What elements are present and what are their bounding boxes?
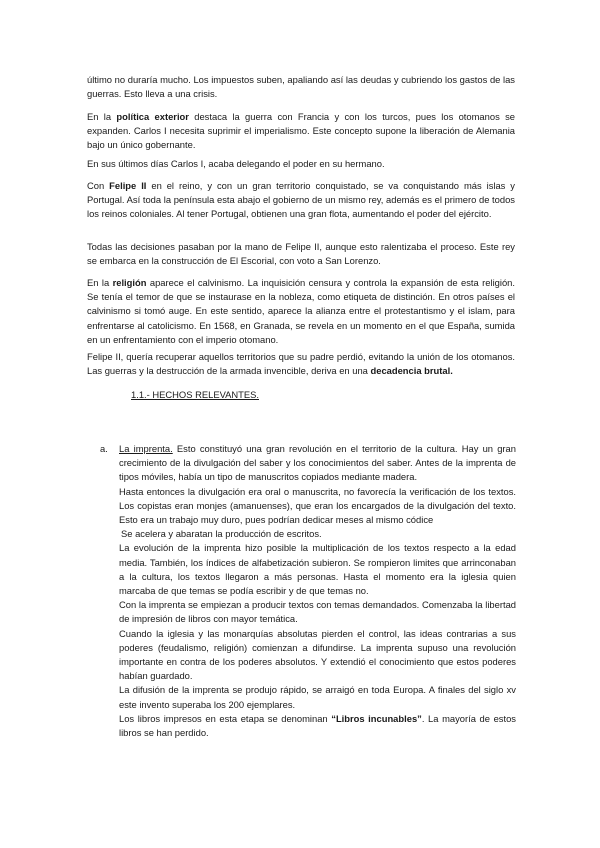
text-run: destaca la guerra con Francia y con los turcos, pues los otomanos se expanden. Carlos I necesita suprimir el imperialismo. Este concepto supone la liberación de Alemania bajo un único gobernante. [87, 111, 515, 151]
paragraph-text: Todas las decisiones pasaban por la mano de Felipe II, aunque esto ralentizaba el proceso. Este rey se embarca en la construcción de El Escorial, con voto a San Lorenzo. [87, 241, 515, 267]
item-paragraph: La difusión de la imprenta se produjo rápido, se arraigó en toda Europa. A finales del siglo xv este invento superaba los 200 ejemplares. [119, 684, 516, 710]
bold-term: decadencia brutal. [370, 365, 453, 377]
text-run: Los libros impresos en esta etapa se denominan [119, 712, 332, 724]
paragraph-text: En sus últimos días Carlos I, acaba delegando el poder en su hermano. [87, 158, 385, 169]
item-paragraph: Con la imprenta se empiezan a producir textos con temas demandados. Comenzaba la libertad de impresión de libros con mayor temática. [119, 599, 516, 625]
paragraph-religion [87, 276, 515, 347]
paragraph-felipe-ii [87, 179, 515, 222]
paragraph-decisions [87, 240, 515, 268]
list-item-imprenta [119, 442, 516, 740]
text-run: Esto constituyó una gran revolución en el territorio de la cultura. Hay un gran crecimiento de la divulgación del saber y los conocimientos del saber. Antes de la imprenta de tipos móviles, había un tipo de manuscritos copiados mediante madera. [119, 443, 516, 483]
item-paragraph: Hasta entonces la divulgación era oral o manuscrita, no favorecía la verificación de los textos. Los copistas eran monjes (amanuenses), que eran los encargados de la divulgación del texto. Esto era un trabajo muy duro, pues podrían dedicar meses al mismo códice [119, 485, 516, 526]
text-run: En la [87, 277, 113, 288]
list-marker: a. [100, 443, 108, 454]
text-run: En la [87, 111, 117, 122]
item-intro [119, 442, 516, 485]
bold-term: Felipe II [109, 180, 147, 191]
text-run: Con [87, 180, 110, 191]
text-run: en el reino, y con un gran territorio conquistado, se va conquistando más islas y Portugal. Así toda la península esta abajo el gobierno de un mismo rey, además es el primero de todos los reinos coloniales. Al tener Portugal, obtienen una gran flota, aumentando el poder del ejército. [87, 180, 515, 220]
bold-term: política exterior [116, 111, 189, 122]
paragraph-foreign-policy [87, 110, 515, 153]
bold-term: religión [112, 277, 147, 288]
item-paragraph: La evolución de la imprenta hizo posible la multiplicación de los textos respecto a la edad media. También, los índices de alfabetización subieron. Se rompieron limites que arrinconaban a la cultura, los textos llegaron a más personas. Hasta el momento era la iglesia quien marcaba de que temas se podía escribir y de que temas no. [119, 542, 516, 597]
paragraph-text: último no duraría mucho. Los impuestos suben, apaliando así las deudas y cubriendo los gastos de las guerras. Esto lleva a una crisis. [87, 74, 515, 100]
paragraph-last-days [87, 157, 515, 171]
paragraph-decadence [87, 350, 515, 378]
item-title: La imprenta. [119, 443, 173, 454]
item-paragraph: Cuando la iglesia y las monarquías absolutas pierden el control, las ideas contrarias a sus poderes (feudalismo, religión) comienzan a difundirse. La imprenta supuso una revolución importante en contra de los poderes absolutos. Y extendió el conocimiento que estos poderes habían guardado. [119, 627, 516, 682]
item-paragraph: Se acelera y abaratan la producción de escritos. [121, 528, 322, 540]
paragraph-taxes [87, 73, 515, 101]
text-run: Felipe II, quería recuperar aquellos territorios que su padre perdió, evitando la unión de los otomanos. Las guerras y la destrucción de la armada invencible, deriva en una [87, 351, 515, 377]
section-heading: 1.1.- HECHOS RELEVANTES. [131, 389, 259, 400]
text-run: aparece el calvinismo. La inquisición censura y controla la expansión de esta religión. Se tenía el temor de que se instaurase en la nobleza, como etiqueta de distinción. En otros países el calvinismo si tomó auge. En este sentido, aparece la alianza entre el protestantismo y el islam, para enfrentarse al catolicismo. En 1568, en Granada, se revela en un momento en el que España, sumida en un enfrentamiento con el imperio otomano. [87, 277, 515, 345]
text-run: . La mayoría de estos libros se han perdido. [119, 712, 516, 739]
bold-term: “Libros incunables” [331, 712, 422, 724]
item-paragraph [119, 712, 516, 740]
